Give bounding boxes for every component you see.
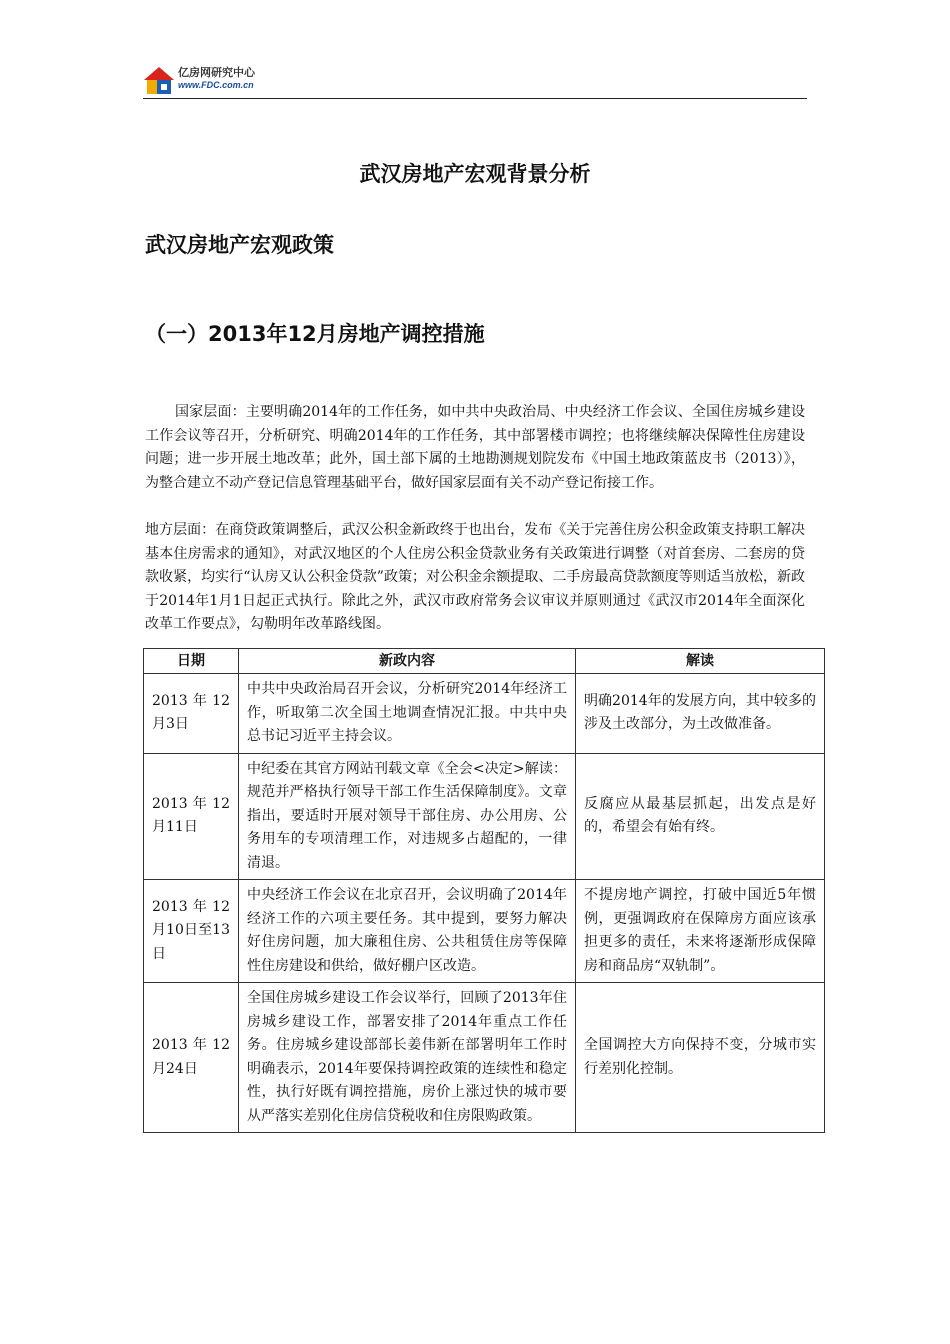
brand-name: 亿房网研究中心 bbox=[178, 67, 255, 79]
row-note: 不提房地产调控，打破中国近5年惯例，更强调政府在保障房方面应该承担更多的责任，未来将逐渐形成保障房和商品房“双轨制”。 bbox=[576, 880, 825, 983]
header-note: 解读 bbox=[576, 649, 825, 674]
table-header-row bbox=[144, 649, 825, 674]
row-content: 全国住房城乡建设工作会议举行，回顾了2013年住房城乡建设工作，部署安排了2014年重点工作任务。住房城乡建设部部长姜伟新在部署明年工作时明确表示，2014年要保持调控政策的连续性和稳定性，执行好既有调控措施，房价上涨过快的城市要从严落实差别化住房信贷税收和住房限购政策。 bbox=[239, 983, 576, 1133]
section-heading: 武汉房地产宏观政策 bbox=[145, 233, 334, 257]
row-date: 2013年12月11日 bbox=[144, 753, 239, 880]
row-date: 2013年12月3日 bbox=[144, 674, 239, 754]
policy-table bbox=[143, 648, 825, 1133]
local-level-paragraph: 地方层面：在商贷政策调整后，武汉公积金新政终于也出台，发布《关于完善住房公积金政策支持职工解决基本住房需求的通知》，对武汉地区的个人住房公积金贷款业务有关政策进行调整（对首套房、二套房的贷款收紧，均实行“认房又认公积金贷款”政策；对公积金余额提取、二手房最高贷款额度等则适当放松，新政于2014年1月1日起正式执行。除此之外，武汉市政府常务会议审议并原则通过《武汉市2014年全面深化改革工作要点》，勾勒明年改革路线图。 bbox=[145, 522, 805, 632]
table-row bbox=[144, 753, 825, 880]
row-date: 2013年12月24日 bbox=[144, 983, 239, 1133]
row-content: 中央经济工作会议在北京召开，会议明确了2014年经济工作的六项主要任务。其中提到，要努力解决好住房问题，加大廉租住房、公共租赁住房等保障性住房建设和供给，做好棚户区改造。 bbox=[239, 880, 576, 983]
row-content: 中纪委在其官方网站刊载文章《全会<决定>解读：规范并严格执行领导干部工作生活保障制度》。文章指出，要适时开展对领导干部住房、办公用房、公务用车的专项清理工作，对违规多占超配的，一律清退。 bbox=[239, 753, 576, 880]
header-content: 新政内容 bbox=[239, 649, 576, 674]
table-row bbox=[144, 674, 825, 754]
row-note: 全国调控大方向保持不变，分城市实行差别化控制。 bbox=[576, 983, 825, 1133]
header-date: 日期 bbox=[144, 649, 239, 674]
row-note: 反腐应从最基层抓起，出发点是好的，希望会有始有终。 bbox=[576, 753, 825, 880]
brand bbox=[178, 66, 255, 91]
subsection-heading: （一）2013年12月房地产调控措施 bbox=[145, 322, 485, 346]
row-content: 中共中央政治局召开会议，分析研究2014年经济工作，听取第二次全国土地调查情况汇报。中共中央总书记习近平主持会议。 bbox=[239, 674, 576, 754]
table-row bbox=[144, 983, 825, 1133]
row-date: 2013年12月10日至13日 bbox=[144, 880, 239, 983]
house-logo-icon bbox=[143, 66, 175, 96]
brand-url: www.FDC.com.cn bbox=[178, 80, 254, 90]
row-note: 明确2014年的发展方向，其中较多的涉及土改部分，为土改做准备。 bbox=[576, 674, 825, 754]
document-title: 武汉房地产宏观背景分析 bbox=[359, 162, 591, 186]
table-row bbox=[144, 880, 825, 983]
national-level-paragraph: 国家层面：主要明确2014年的工作任务，如中共中央政治局、中央经济工作会议、全国住房城乡建设工作会议等召开，分析研究、明确2014年的工作任务，其中部署楼市调控；也将继续解决保障性住房建设问题；进一步开展土地改革；此外，国土部下属的土地勘测规划院发布《中国土地政策蓝皮书（2013）》，为整合建立不动产登记信息管理基础平台，做好国家层面有关不动产登记衔接工作。 bbox=[145, 404, 805, 491]
page-header bbox=[143, 62, 807, 99]
